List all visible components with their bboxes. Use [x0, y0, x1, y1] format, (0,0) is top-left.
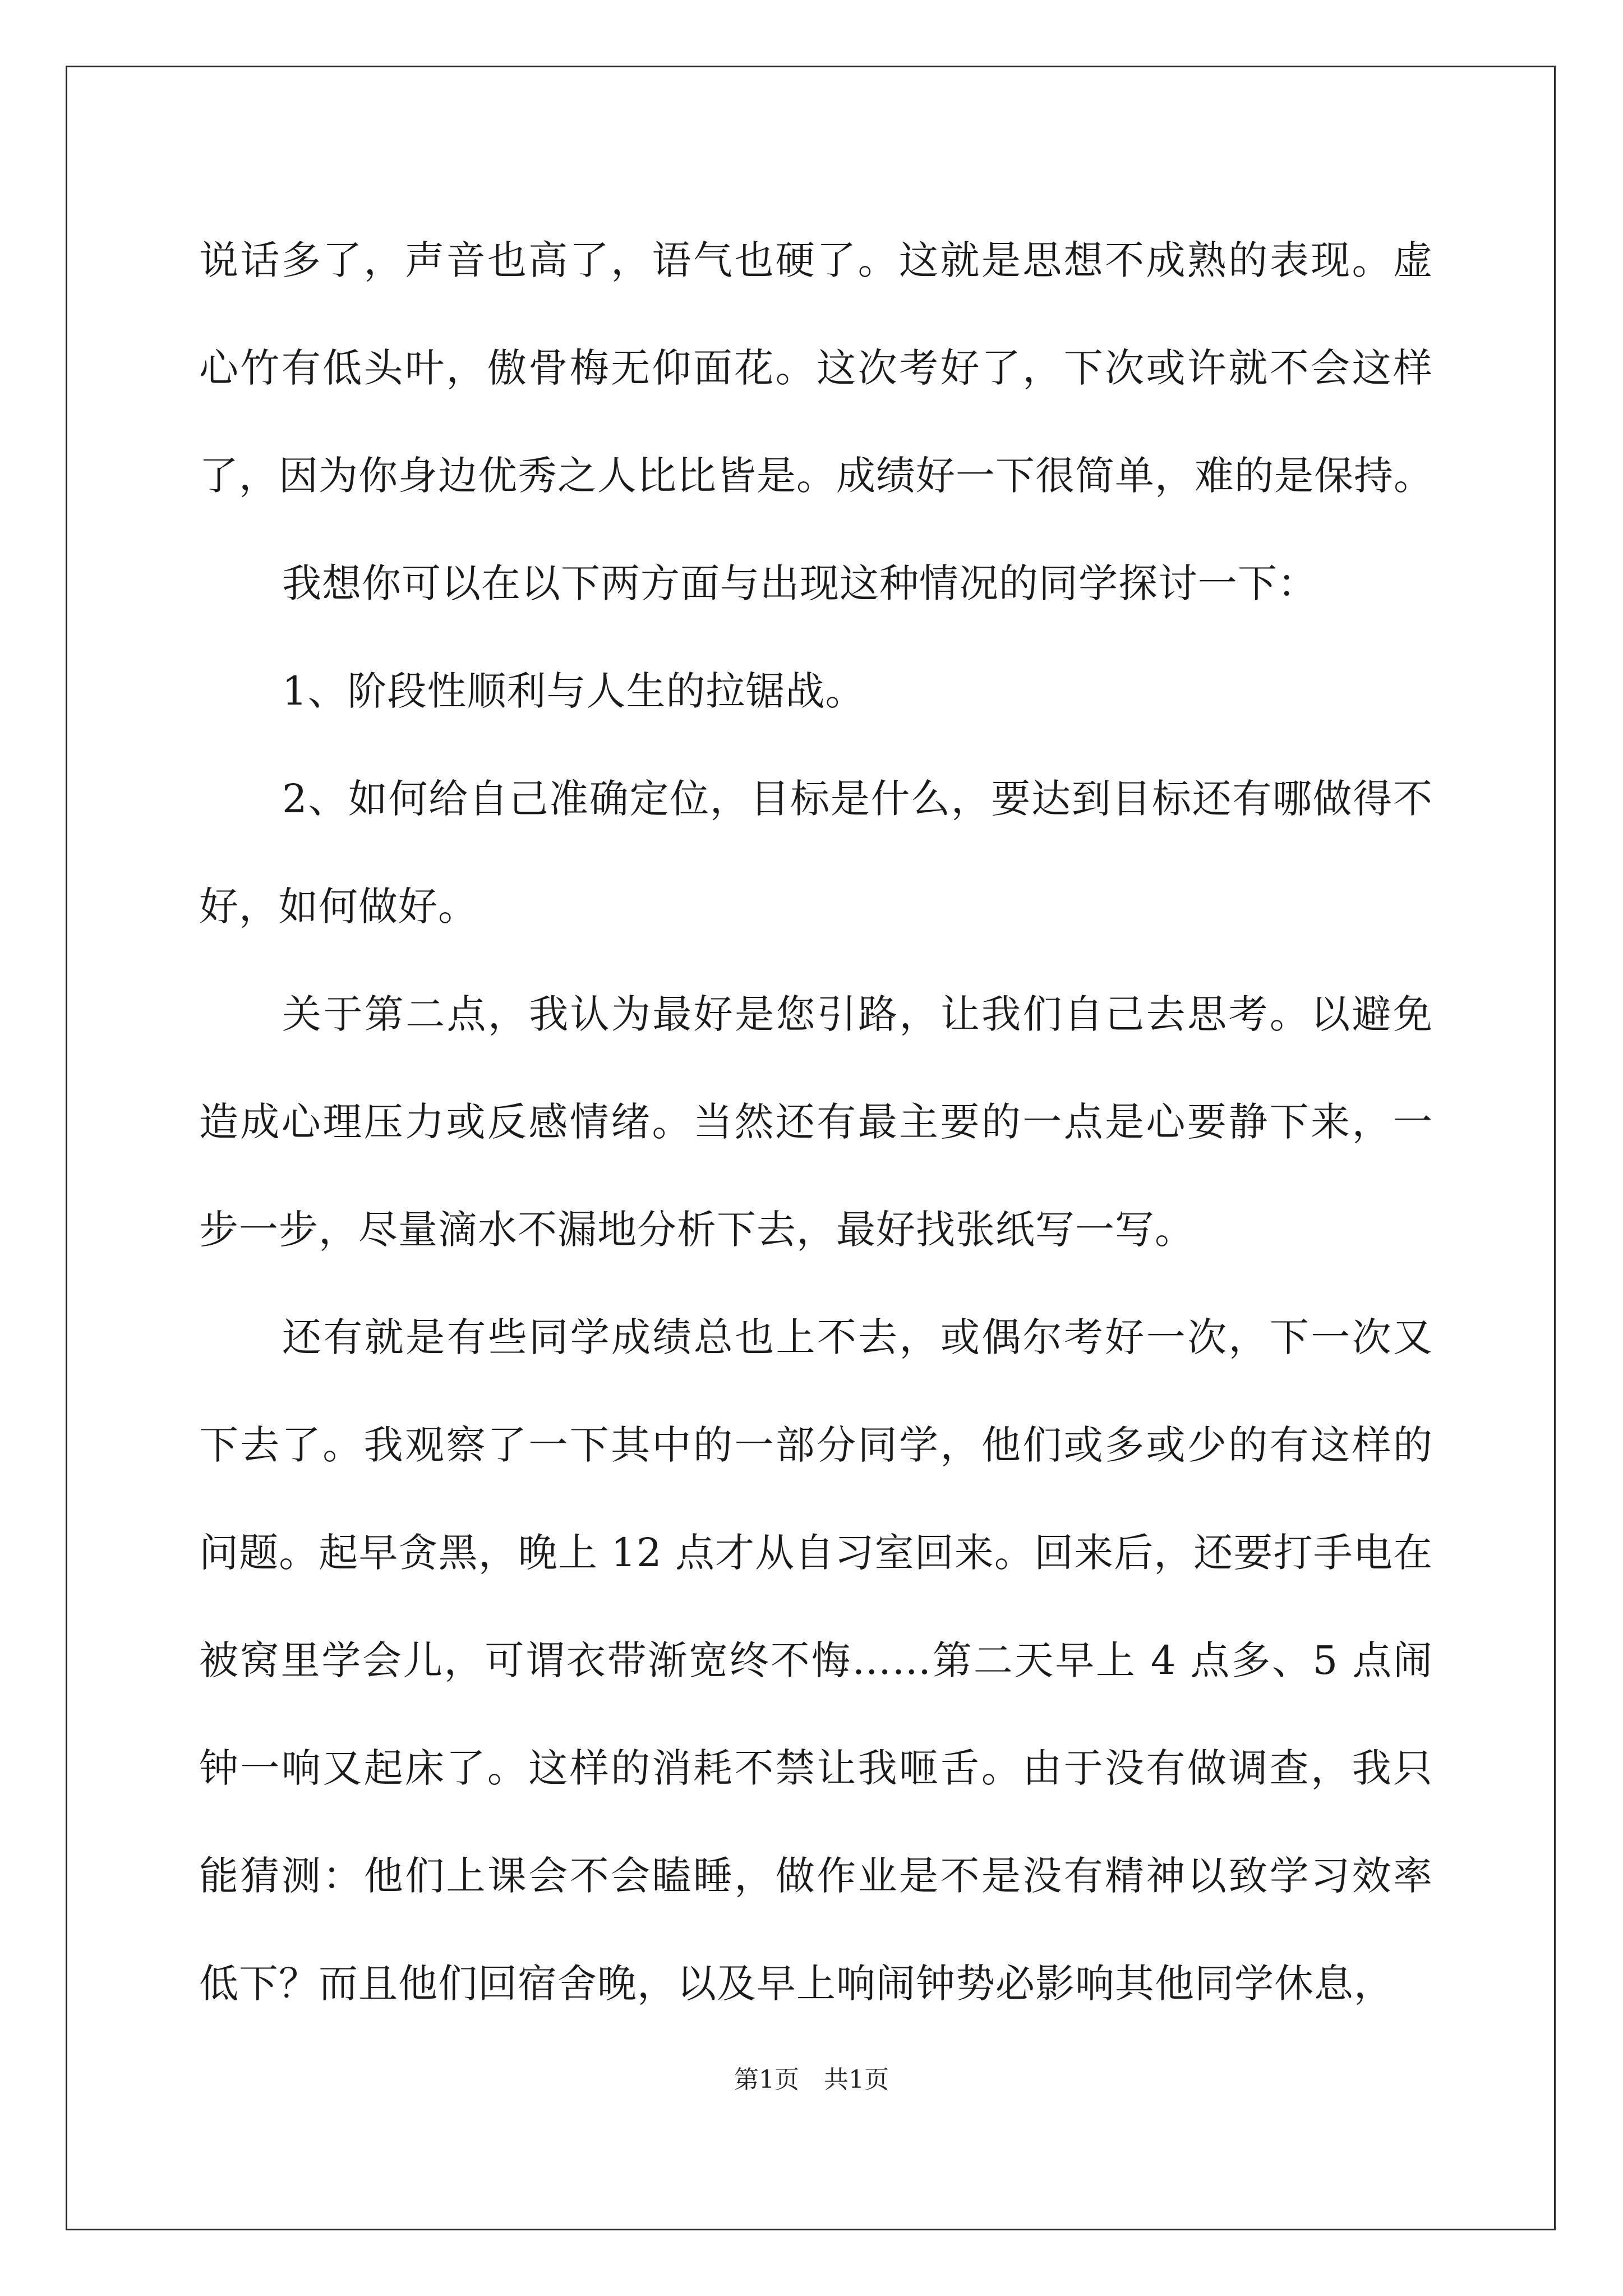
paragraph-line: 还有就是有些同学成绩总也上不去，或偶尔考好一次，下一次又	[282, 1314, 1433, 1360]
paragraph-line: 能猜测：他们上课会不会瞌睡，做作业是不是没有精神以致学习效率	[199, 1853, 1433, 1899]
paragraph-line: 钟一响又起床了。这样的消耗不禁让我咂舌。由于没有做调查，我只	[199, 1745, 1433, 1791]
paragraph-line: 问题。起早贪黑，晚上 12 点才从自习室回来。回来后，还要打手电在	[199, 1530, 1433, 1576]
paragraph-line: 心竹有低头叶，傲骨梅无仰面花。这次考好了，下次或许就不会这样	[199, 345, 1433, 391]
paragraph-line: 被窝里学会儿，可谓衣带渐宽终不悔……第二天早上 4 点多、5 点闹	[199, 1637, 1433, 1683]
paragraph-line: 下去了。我观察了一下其中的一部分同学，他们或多或少的有这样的	[199, 1422, 1433, 1468]
document-body	[199, 206, 1433, 2037]
paragraph-line: 造成心理压力或反感情绪。当然还有最主要的一点是心要静下来，一	[199, 1099, 1433, 1145]
paragraph-line: 我想你可以在以下两方面与出现这种情况的同学探讨一下：	[282, 560, 1317, 606]
paragraph-line: 低下？而且他们回宿舍晚，以及早上响闹钟势必影响其他同学休息，	[199, 1961, 1394, 2007]
paragraph-line: 关于第二点，我认为最好是您引路，让我们自己去思考。以避免	[282, 991, 1433, 1037]
paragraph-line: 步一步，尽量滴水不漏地分析下去，最好找张纸写一写。	[199, 1207, 1195, 1253]
page-footer: 第1页 共1页	[734, 2065, 889, 2094]
paragraph-line: 2、如何给自己准确定位，目标是什么，要达到目标还有哪做得不	[282, 776, 1433, 822]
paragraph-line: 好，如何做好。	[199, 884, 478, 930]
paragraph-line: 说话多了，声音也高了，语气也硬了。这就是思想不成熟的表现。虚	[199, 237, 1433, 283]
paragraph-line: 了，因为你身边优秀之人比比皆是。成绩好一下很简单，难的是保持。	[199, 453, 1433, 499]
paragraph-line: 1、阶段性顺利与人生的拉锯战。	[282, 668, 865, 714]
